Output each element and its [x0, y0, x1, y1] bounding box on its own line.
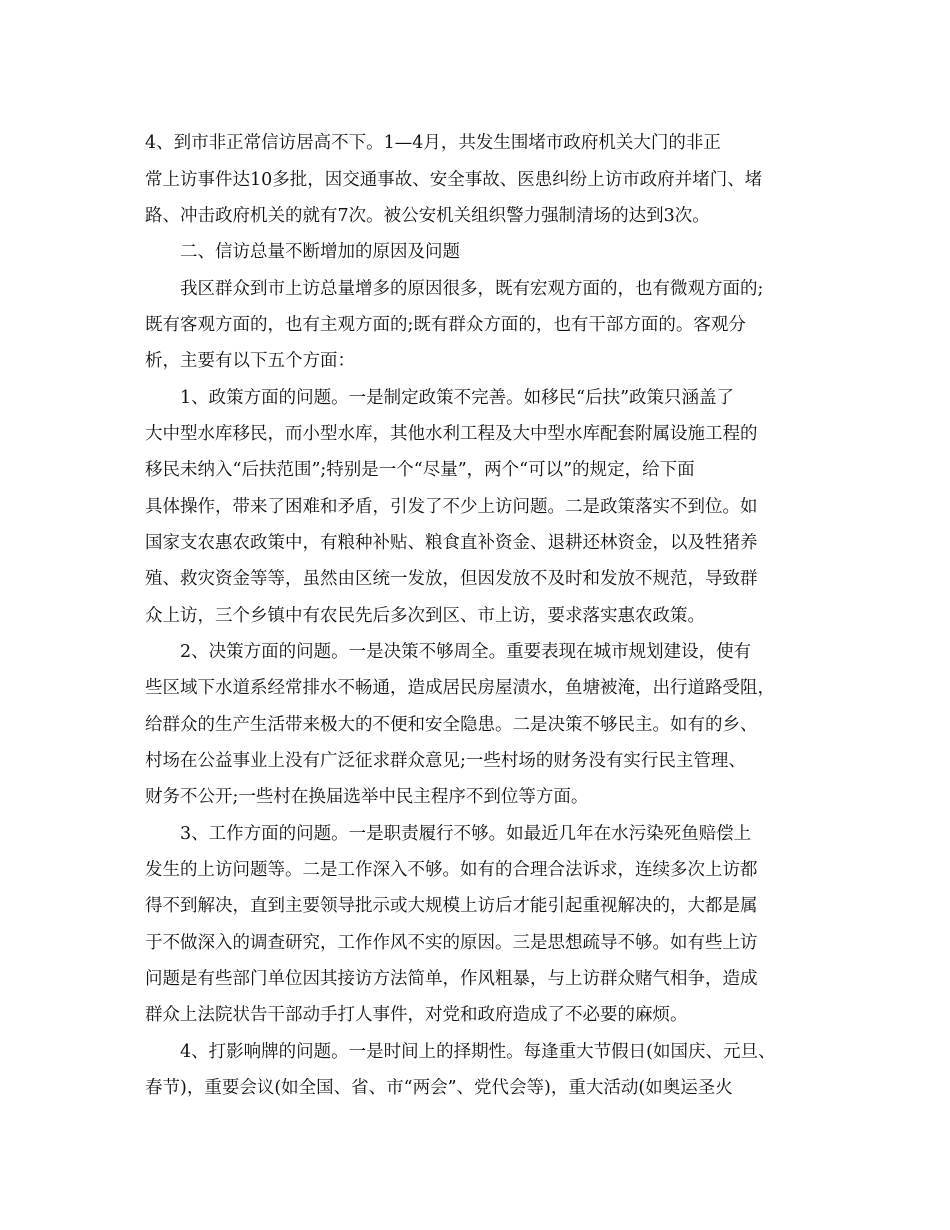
text-line: 3、工作方面的问题。一是职责履行不够。如最近几年在水污染死鱼赔偿上	[180, 824, 752, 844]
section-heading: 二、信访总量不断增加的原因及问题	[180, 242, 460, 262]
text-line: 2、决策方面的问题。一是决策不够周全。重要表现在城市规划建设，使有	[180, 642, 752, 662]
text-line: 给群众的生产生活带来极大的不便和安全隐患。二是决策不够民主。如有的乡、	[145, 715, 758, 735]
text-line: 殖、救灾资金等等，虽然由区统一发放，但因发放不及时和发放不规范，导致群	[145, 569, 758, 589]
text-line: 群众上法院状告干部动手打人事件，对党和政府造成了不必要的麻烦。	[145, 1005, 688, 1025]
text-line: 路、冲击政府机关的就有7次。被公安机关组织警力强制清场的达到3次。	[145, 206, 710, 226]
text-line: 析，主要有以下五个方面：	[145, 351, 355, 371]
text-line: 得不到解决，直到主要领导批示或大规模上访后才能引起重视解决的，大都是属	[145, 896, 758, 916]
text-line: 国家支农惠农政策中，有粮种补贴、粮食直补资金、退耕还林资金，以及牲猪养	[145, 533, 758, 553]
text-line: 4、打影响牌的问题。一是时间上的择期性。每逢重大节假日(如国庆、元旦、	[180, 1042, 776, 1062]
text-line: 我区群众到市上访总量增多的原因很多，既有宏观方面的，也有微观方面的;	[180, 279, 764, 299]
text-line: 于不做深入的调查研究，工作作风不实的原因。三是思想疏导不够。如有些上访	[145, 933, 758, 953]
text-line: 财务不公开;一些村在换届选举中民主程序不到位等方面。	[145, 787, 589, 807]
text-line: 问题是有些部门单位因其接访方法简单，作风粗暴，与上访群众赌气相争，造成	[145, 969, 758, 989]
text-line: 常上访事件达10多批，因交通事故、安全事故、医患纠纷上访市政府并堵门、堵	[145, 170, 763, 190]
text-line: 具体操作，带来了困难和矛盾，引发了不少上访问题。二是政策落实不到位。如	[145, 497, 758, 517]
text-line: 1、政策方面的问题。一是制定政策不完善。如移民“后扶”政策只涵盖了	[180, 388, 735, 408]
text-line: 众上访，三个乡镇中有农民先后多次到区、市上访，要求落实惠农政策。	[145, 606, 705, 626]
text-line: 发生的上访问题等。二是工作深入不够。如有的合理合法诉求，连续多次上访都	[145, 860, 758, 880]
text-line: 4、到市非正常信访居高不下。1—4月，共发生围堵市政府机关大门的非正	[145, 133, 721, 153]
text-line: 村场在公益事业上没有广泛征求群众意见;一些村场的财务没有实行民主管理、	[145, 751, 746, 771]
text-line: 既有客观方面的，也有主观方面的;既有群众方面的，也有干部方面的。客观分	[145, 315, 746, 335]
text-line: 大中型水库移民，而小型水库，其他水利工程及大中型水库配套附属设施工程的	[145, 424, 758, 444]
text-line: 些区域下水道系经常排水不畅通，造成居民房屋渍水，鱼塘被淹，出行道路受阻，	[145, 678, 775, 698]
text-line: 春节)，重要会议(如全国、省、市“两会”、党代会等)，重大活动(如奥运圣火	[145, 1078, 733, 1098]
text-line: 移民未纳入“后扶范围”;特别是一个“尽量”，两个“可以”的规定，给下面	[145, 460, 695, 480]
